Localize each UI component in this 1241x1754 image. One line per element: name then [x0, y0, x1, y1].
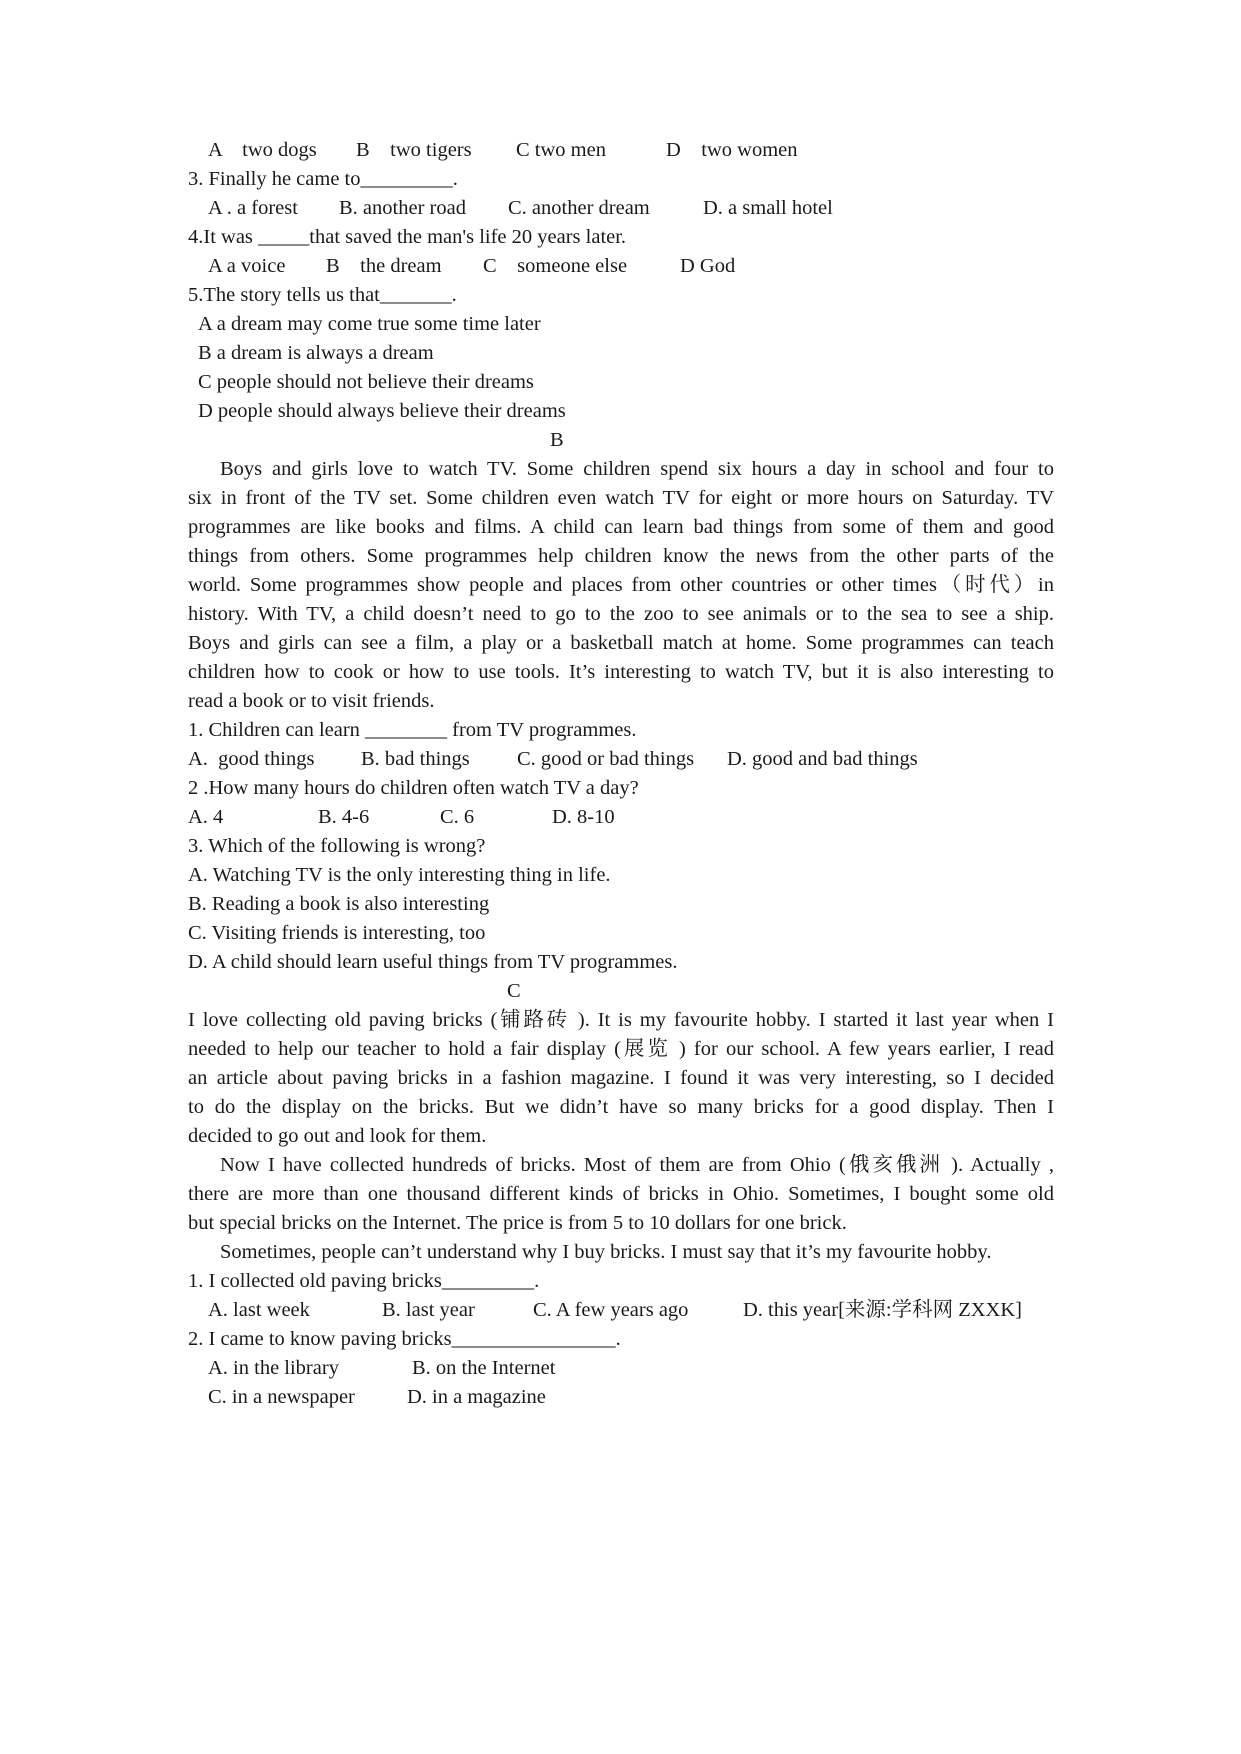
option: B two tigers: [356, 139, 472, 161]
option: C people should not believe their dreams: [198, 371, 534, 393]
paragraph-line: programmes are like books and films. A child can learn bad things from some of them and good: [188, 516, 1054, 538]
option: A. in the library: [208, 1357, 339, 1379]
option: A . a forest: [208, 197, 298, 219]
option: D. 8-10: [552, 806, 615, 828]
question-stem: 2. I came to know paving bricks________________.: [188, 1328, 621, 1350]
option: B. bad things: [361, 748, 470, 770]
option: C. Visiting friends is interesting, too: [188, 922, 486, 944]
paragraph-line: to do the display on the bricks. But we didn’t have so many bricks for a good display. Then I: [188, 1096, 1054, 1118]
option: A. Watching TV is the only interesting thing in life.: [188, 864, 611, 886]
option: B. 4-6: [318, 806, 370, 828]
paragraph-line: six in front of the TV set. Some children even watch TV for eight or more hours on Saturday. TV: [188, 487, 1054, 509]
paragraph-line: there are more than one thousand different kinds of bricks in Ohio. Sometimes, I bought some old: [188, 1183, 1054, 1205]
option: A two dogs: [208, 139, 317, 161]
option: C. 6: [440, 806, 475, 828]
option: D people should always believe their dreams: [198, 400, 566, 422]
question-stem: 1. I collected old paving bricks_________.: [188, 1270, 540, 1292]
paragraph-line: Boys and girls love to watch TV. Some children spend six hours a day in school and four to: [220, 458, 1054, 480]
section-heading-b: B: [550, 429, 564, 451]
question-stem: 1. Children can learn ________ from TV programmes.: [188, 719, 637, 741]
question-stem: 3. Finally he came to_________.: [188, 168, 458, 190]
option: B. Reading a book is also interesting: [188, 893, 490, 915]
question-stem: 2 .How many hours do children often watch TV a day?: [188, 777, 639, 799]
option: C. another dream: [508, 197, 650, 219]
option: A a voice: [208, 255, 286, 277]
option: C. good or bad things: [517, 748, 695, 770]
option: A. 4: [188, 806, 224, 828]
paragraph-line: history. With TV, a child doesn’t need to go to the zoo to see animals or to the sea to see a ship.: [188, 603, 1054, 625]
option: A a dream may come true some time later: [198, 313, 541, 335]
paragraph-line: an article about paving bricks in a fashion magazine. I found it was very interesting, so I decided: [188, 1067, 1054, 1089]
paragraph-line: but special bricks on the Internet. The price is from 5 to 10 dollars for one brick.: [188, 1212, 847, 1234]
option: C. in a newspaper: [208, 1386, 355, 1408]
option: A. last week: [208, 1299, 310, 1321]
option: D. a small hotel: [703, 197, 833, 219]
question-stem: 5.The story tells us that_______.: [188, 284, 457, 306]
option: B a dream is always a dream: [198, 342, 434, 364]
option: B the dream: [326, 255, 442, 277]
paragraph-line: decided to go out and look for them.: [188, 1125, 487, 1147]
paragraph-line: read a book or to visit friends.: [188, 690, 435, 712]
paragraph-line: world. Some programmes show people and places from other countries or other times（时代）in: [188, 574, 1054, 596]
option: D. in a magazine: [407, 1386, 546, 1408]
option: D. this year[来源:学科网 ZXXK]: [743, 1299, 1022, 1321]
option: D God: [680, 255, 736, 277]
question-stem: 4.It was _____that saved the man's life 20 years later.: [188, 226, 627, 248]
option: C two men: [516, 139, 606, 161]
option: B. on the Internet: [412, 1357, 556, 1379]
question-stem: 3. Which of the following is wrong?: [188, 835, 486, 857]
passage-c-paragraph-3: Sometimes, people can’t understand why I buy bricks. I must say that it’s my favourite hobby.: [220, 1241, 992, 1263]
paragraph-line: things from others. Some programmes help children know the news from the other parts of the: [188, 545, 1054, 567]
option: C. A few years ago: [533, 1299, 689, 1321]
section-heading-c: C: [507, 980, 521, 1002]
option: B. last year: [382, 1299, 475, 1321]
option: B. another road: [339, 197, 466, 219]
paragraph-line: I love collecting old paving bricks (铺路砖 ). It is my favourite hobby. I started it last year when I: [188, 1009, 1054, 1031]
option: C someone else: [483, 255, 628, 277]
paragraph-line: children how to cook or how to use tools. It’s interesting to watch TV, but it is also interesting to: [188, 661, 1054, 683]
paragraph-line: Boys and girls can see a film, a play or a basketball match at home. Some programmes can teach: [188, 632, 1054, 654]
option: D two women: [666, 139, 798, 161]
paragraph-line: needed to help our teacher to hold a fair display (展览 ) for our school. A few years earlier, I read: [188, 1038, 1054, 1060]
option: A. good things: [188, 748, 315, 770]
paragraph-line: Now I have collected hundreds of bricks. Most of them are from Ohio (俄亥俄洲 ). Actually ,: [220, 1154, 1054, 1176]
option: D. A child should learn useful things from TV programmes.: [188, 951, 678, 973]
option: D. good and bad things: [727, 748, 918, 770]
